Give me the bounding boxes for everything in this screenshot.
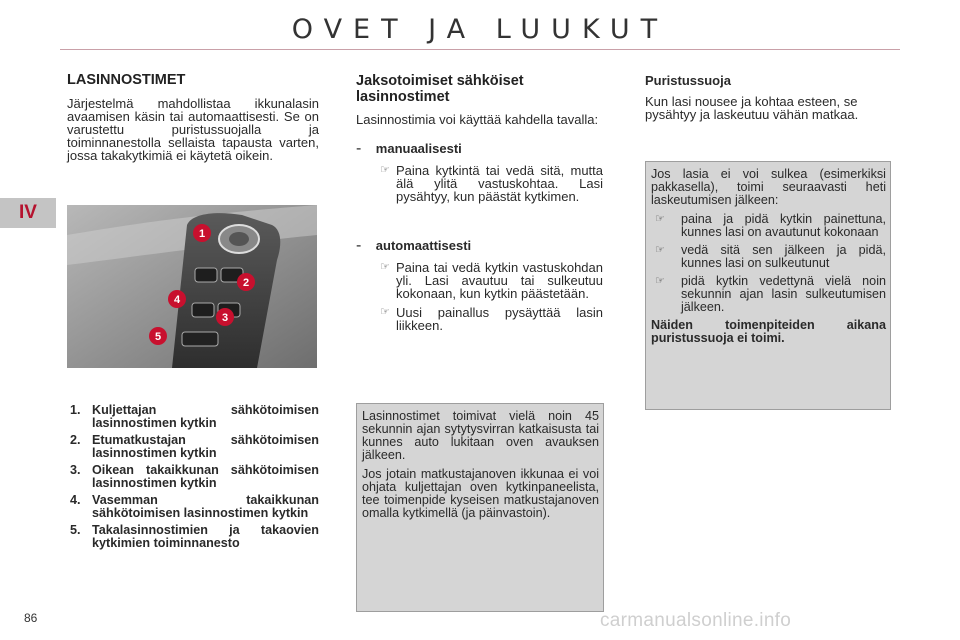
list-item: 5. Takalasinnostimien ja takaovien kytkimien toiminnanesto: [70, 523, 319, 550]
auto-mode: [356, 237, 603, 255]
pointing-hand-icon: ☞: [380, 261, 390, 273]
list-item: 3. Oikean takaikkunan sähkötoimisen lasinnostimen kytkin: [70, 463, 319, 490]
intro-paragraph: Järjestelmä mahdollistaa ikkunalasin avaamisen käsin tai automaattisesti. Se on varustettu puristussuojalla ja toiminnanestolla sellaista tapausta varten, jossa takakytkimiä ei käytetä oikein.: [67, 96, 319, 163]
pointing-hand-icon: ☞: [380, 306, 390, 318]
warning-text: Näiden toimenpiteiden aikana puristussuoja ei toimi.: [651, 318, 886, 345]
chapter-tab[interactable]: IV: [0, 198, 56, 228]
switch-panel-illustration: [67, 205, 317, 368]
dash: -: [356, 140, 362, 157]
manual-mode: [356, 140, 603, 158]
section-heading: LASINNOSTIMET: [67, 72, 186, 88]
door-switch-panel-photo: [67, 205, 317, 368]
pointing-hand-icon: ☞: [655, 275, 665, 287]
auto-instruction: ☞ Paina tai vedä kytkin vastuskohdan yli. Lasi avautuu tai sulkeutuu kokonaan, kun kytkin päästetään.: [380, 260, 603, 301]
page-number: 86: [24, 611, 38, 625]
callout-number: 1: [198, 228, 206, 240]
list-item: ☞ paina ja pidä kytkin painettuna, kunnes lasi on avautunut kokonaan: [655, 212, 886, 239]
pointing-hand-icon: ☞: [655, 213, 665, 225]
info-box-delay: [356, 403, 604, 612]
intro-paragraph: Lasinnostimia voi käyttää kahdella tavalla:: [356, 112, 599, 127]
info-paragraph: Jos lasia ei voi sulkea (esimerkiksi pakkasella), toimi seuraavasti heti laskeutumisen jälkeen:: [651, 167, 886, 207]
header-divider: [60, 49, 900, 50]
callout-number: 2: [242, 277, 250, 289]
info-box-reinit: [645, 161, 891, 410]
dash: -: [356, 237, 362, 254]
list-item: ☞ vedä sitä sen jälkeen ja pidä, kunnes lasi on sulkeutunut: [655, 243, 886, 270]
manual-instruction: ☞ Paina kytkintä tai vedä sitä, mutta älä ylitä vastuskohtaa. Lasi pysähtyy, kun päästät kytkimen.: [380, 163, 603, 204]
mode-label: manuaalisesti: [375, 141, 462, 156]
list-item: 4. Vasemman takaikkunan sähkötoimisen lasinnostimen kytkin: [70, 493, 319, 520]
pointing-hand-icon: ☞: [655, 244, 665, 256]
pointing-hand-icon: ☞: [380, 164, 390, 176]
info-paragraph: Jos jotain matkustajanoven ikkunaa ei voi ohjata kuljettajan oven kytkinpaneelista, tee toimenpide kyseisen matkustajanoven omalla kytkimellä (ja päinvastoin).: [362, 467, 599, 520]
auto-instruction: ☞ Uusi painallus pysäyttää lasin liikkeen.: [380, 305, 603, 333]
switch-legend-list: [67, 404, 319, 554]
callout-number: 4: [173, 294, 181, 306]
page-header-title: OVET JA LUUKUT: [291, 14, 669, 45]
window-switches-section: [67, 72, 319, 162]
section-heading: Jaksotoimiset sähköiset lasinnostimet: [356, 73, 524, 105]
list-item: ☞ pidä kytkin vedettynä vielä noin sekunnin ajan lasin sulkeutumisen jälkeen.: [655, 274, 886, 314]
info-paragraph: Lasinnostimet toimivat vielä noin 45 sekunnin ajan sytytysvirran katkaisusta tai kunnes auto lukitaan oven avauksen jälkeen.: [362, 409, 599, 462]
list-item: 1. Kuljettajan sähkötoimisen lasinnostimen kytkin: [70, 403, 319, 430]
callout-number: 3: [221, 312, 229, 324]
list-item: 2. Etumatkustajan sähkötoimisen lasinnostimen kytkin: [70, 433, 319, 460]
section-heading: Puristussuoja: [645, 73, 731, 88]
anti-pinch-section: [645, 73, 893, 121]
anti-pinch-text: Kun lasi nousee ja kohtaa esteen, se pysähtyy ja laskeutuu vähän matkaa.: [645, 94, 859, 122]
mode-label: automaattisesti: [375, 238, 472, 253]
watermark: carmanualsonline.info: [600, 610, 792, 631]
callout-number: 5: [154, 331, 162, 343]
sequential-windows-section: [356, 73, 603, 332]
